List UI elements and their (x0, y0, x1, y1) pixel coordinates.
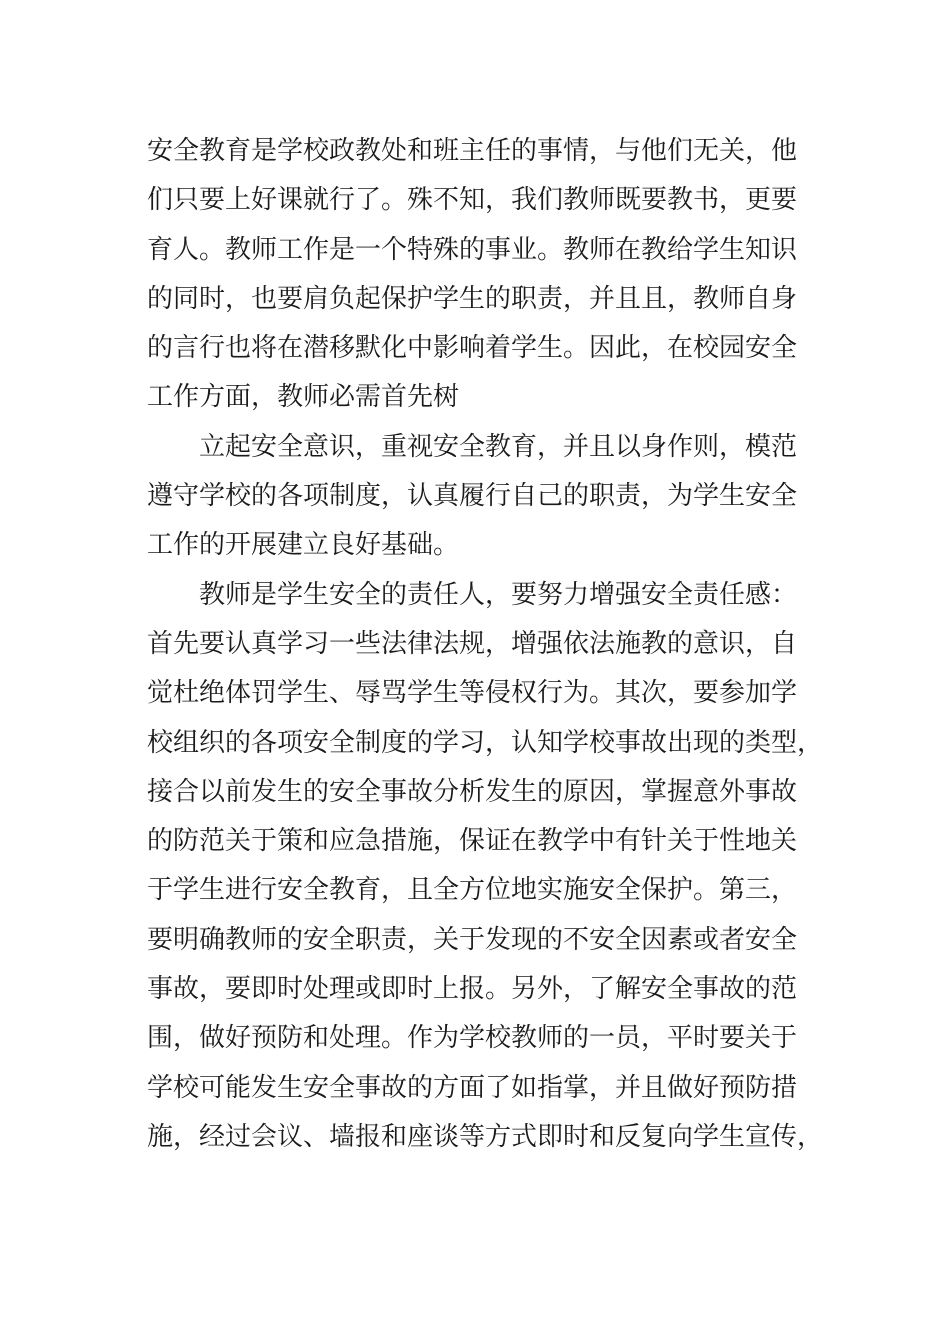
paragraph-3-line-12: 施，经过会议、墙报和座谈等方式即时和反复向学生宣传， (147, 1121, 824, 1152)
paragraph-3-line-2: 首先要认真学习一些法律法规，增强依法施教的意识，自 (147, 628, 798, 659)
paragraph-3-line-10: 围，做好预防和处理。作为学校教师的一员，平时要关于 (147, 1023, 798, 1054)
paragraph-1-line-1: 安全教育是学校政教处和班主任的事情，与他们无关，他 (147, 136, 798, 166)
paragraph-3-line-6: 的防范关于策和应急措施，保证在教学中有针关于性地关 (147, 826, 798, 857)
paragraph-1-line-3: 育人。教师工作是一个特殊的事业。教师在教给学生知识 (147, 234, 798, 265)
paragraph-3-line-9: 事故，要即时处理或即时上报。另外，了解安全事故的范 (147, 974, 798, 1005)
paragraph-2-line-1: 立起安全意识，重视安全教育，并且以身作则，模范 (199, 431, 798, 462)
paragraph-3-line-5: 接合以前发生的安全事故分析发生的原因，掌握意外事故 (147, 776, 798, 807)
paragraph-3-line-11: 学校可能发生安全事故的方面了如指掌，并且做好预防措 (147, 1072, 798, 1103)
paragraph-1-line-6: 工作方面，教师必需首先树 (147, 382, 460, 413)
paragraph-2-line-2: 遵守学校的各项制度，认真履行自己的职责，为学生安全 (147, 481, 798, 512)
paragraph-3-line-8: 要明确教师的安全职责，关于发现的不安全因素或者安全 (147, 924, 798, 955)
paragraph-1-line-4: 的同时，也要肩负起保护学生的职责，并且且，教师自身 (147, 283, 798, 314)
document-body (147, 127, 824, 1162)
paragraph-3-line-3: 觉杜绝体罚学生、辱骂学生等侵权行为。其次，要参加学 (147, 678, 798, 709)
paragraph-1-line-5: 的言行也将在潜移默化中影响着学生。因此，在校园安全 (147, 333, 798, 364)
paragraph-3-line-4: 校组织的各项安全制度的学习，认知学校事故出现的类型， (147, 727, 824, 758)
paragraph-3-line-7: 于学生进行安全教育，且全方位地实施安全保护。第三， (147, 875, 798, 906)
paragraph-1-line-2: 们只要上好课就行了。殊不知，我们教师既要教书，更要 (147, 185, 798, 216)
paragraph-3-line-1: 教师是学生安全的责任人，要努力增强安全责任感： (199, 579, 798, 610)
paragraph-2-line-3: 工作的开展建立良好基础。 (147, 530, 460, 561)
